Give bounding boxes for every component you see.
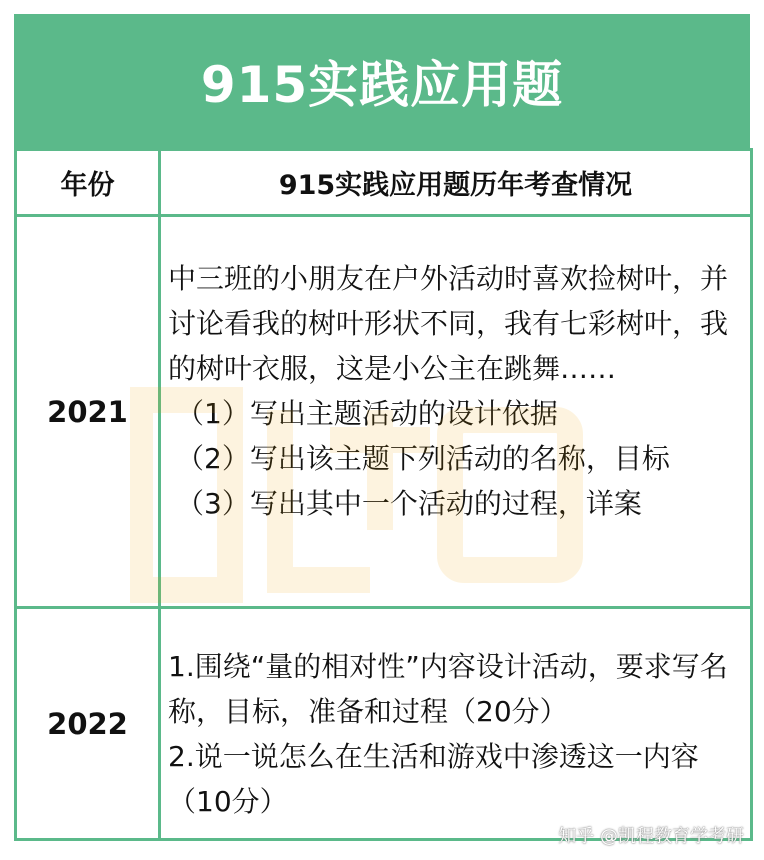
table-row: [16, 216, 752, 608]
content-cell: [160, 216, 752, 608]
header-content: 915实践应用题历年考查情况: [160, 150, 752, 216]
header-year: 年份: [16, 150, 160, 216]
source-credit: 知乎 @凯程教育学考研: [558, 826, 744, 847]
question-item: （2）写出该主题下列活动的名称，目标: [176, 442, 670, 475]
question-intro: 中三班的小朋友在户外活动时喜欢捡树叶，并讨论看我的树叶形状不同，我有七彩树叶，我的树叶衣服，这是小公主在跳舞……: [168, 262, 729, 385]
table-header-row: [16, 150, 752, 216]
exam-table: [14, 148, 753, 841]
question-item: （1）写出主题活动的设计依据: [176, 397, 558, 430]
table-row: [16, 608, 752, 840]
question-item: 2.说一说怎么在生活和游戏中渗透这一内容（10分）: [168, 740, 699, 818]
year-cell: 2021: [16, 216, 160, 608]
question-item: （3）写出其中一个活动的过程，详案: [176, 487, 642, 520]
content-cell: [160, 608, 752, 840]
page-title: 915实践应用题: [200, 56, 564, 114]
question-item: 1.围绕“量的相对性”内容设计活动，要求写名称，目标，准备和过程（20分）: [168, 650, 728, 728]
title-banner: [14, 14, 750, 148]
year-cell: 2022: [16, 608, 160, 840]
